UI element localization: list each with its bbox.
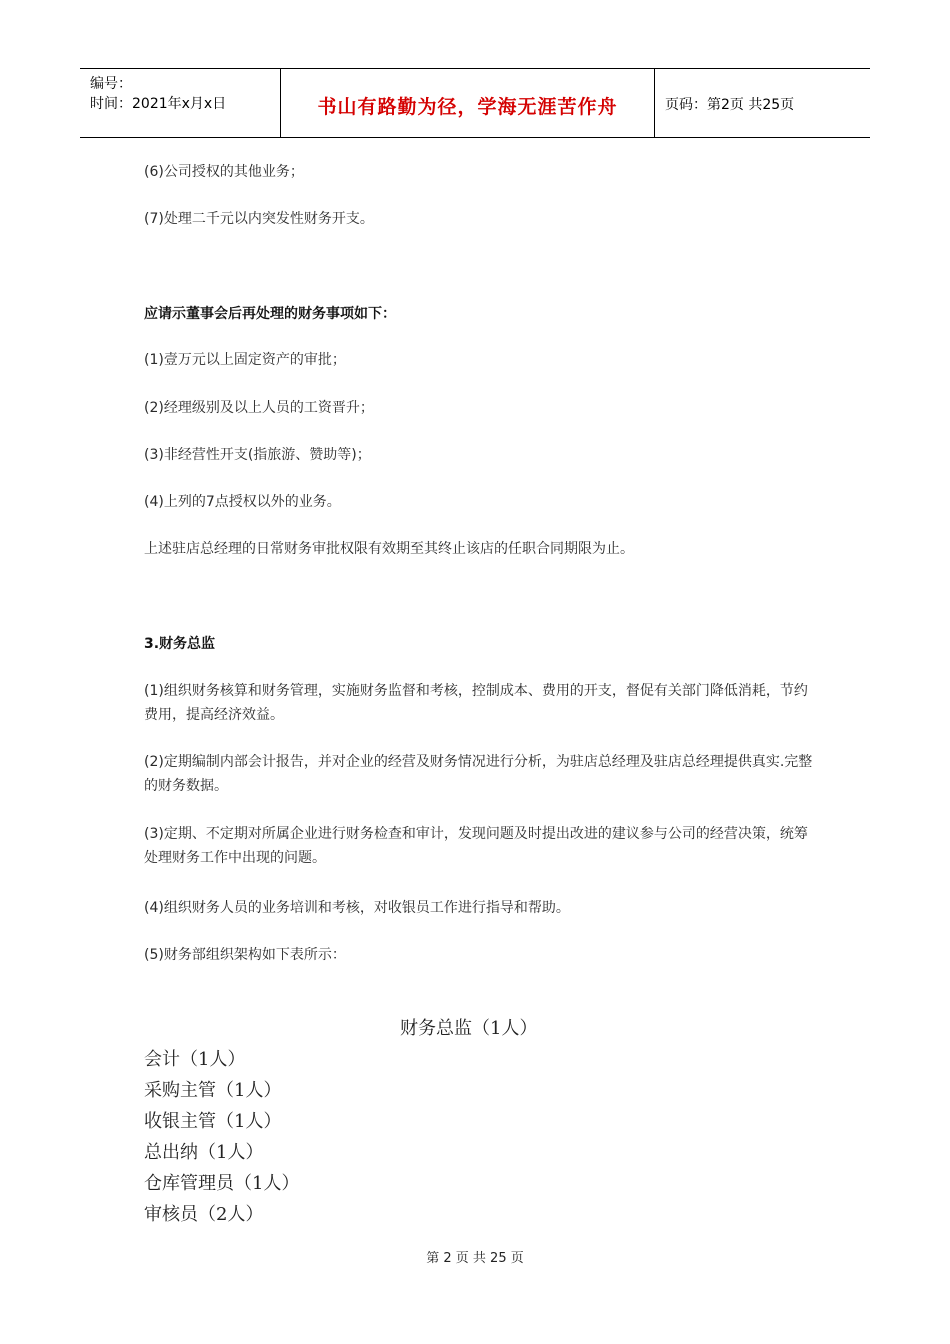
header-motto-cell bbox=[281, 69, 655, 137]
org-chart-member: 采购主管（1人） bbox=[144, 1080, 282, 1101]
header-page-cell bbox=[655, 69, 870, 137]
cfo-duty-3: (3)定期、不定期对所属企业进行财务检查和审计，发现问题及时提出改进的建议参与公司的经营决策，统筹处理财务工作中出现的问题。 bbox=[144, 826, 808, 866]
cfo-duty-5: (5)财务部组织架构如下表所示： bbox=[144, 947, 346, 963]
org-chart-member: 会计（1人） bbox=[144, 1049, 246, 1070]
document-number-label: 编号： bbox=[90, 76, 132, 92]
header-meta-cell bbox=[80, 69, 281, 137]
org-chart-member: 总出纳（1人） bbox=[144, 1142, 264, 1163]
page-footer: 第 2 页 共 25 页 bbox=[426, 1251, 524, 1266]
page-header bbox=[80, 68, 870, 138]
approval-item-3: (3)非经营性开支(指旅游、赞助等)； bbox=[144, 447, 371, 463]
section-heading-approval: 应请示董事会后再处理的财务事项如下： bbox=[144, 306, 396, 322]
paragraph-item-6: (6)公司授权的其他业务； bbox=[144, 164, 304, 180]
validity-paragraph: 上述驻店总经理的日常财务审批权限有效期至其终止该店的任职合同期限为止。 bbox=[144, 541, 634, 557]
section-heading-cfo: 3.财务总监 bbox=[144, 636, 216, 652]
org-chart-member: 收银主管（1人） bbox=[144, 1111, 282, 1132]
paragraph-item-7: (7)处理二千元以内突发性财务开支。 bbox=[144, 211, 374, 227]
org-chart-member: 仓库管理员（1人） bbox=[144, 1173, 300, 1194]
cfo-duty-2: (2)定期编制内部会计报告，并对企业的经营及财务情况进行分析，为驻店总经理及驻店总经理提供真实.完整的财务数据。 bbox=[144, 754, 813, 794]
approval-item-4: (4)上列的7点授权以外的业务。 bbox=[144, 494, 341, 510]
org-chart-member: 审核员（2人） bbox=[144, 1204, 264, 1225]
header-motto: 书山有路勤为径，学海无涯苦作舟 bbox=[317, 96, 618, 118]
cfo-duty-1: (1)组织财务核算和财务管理，实施财务监督和考核，控制成本、费用的开支，督促有关部门降低消耗，节约费用，提高经济效益。 bbox=[144, 683, 808, 723]
header-page-code: 页码：第2页 共25页 bbox=[665, 97, 795, 113]
approval-item-2: (2)经理级别及以上人员的工资晋升； bbox=[144, 400, 374, 416]
org-chart-head: 财务总监（1人） bbox=[400, 1018, 538, 1039]
approval-item-1: (1)壹万元以上固定资产的审批； bbox=[144, 352, 346, 368]
cfo-duty-4: (4)组织财务人员的业务培训和考核，对收银员工作进行指导和帮助。 bbox=[144, 900, 570, 916]
document-date-label: 时间：2021年x月x日 bbox=[90, 96, 227, 112]
